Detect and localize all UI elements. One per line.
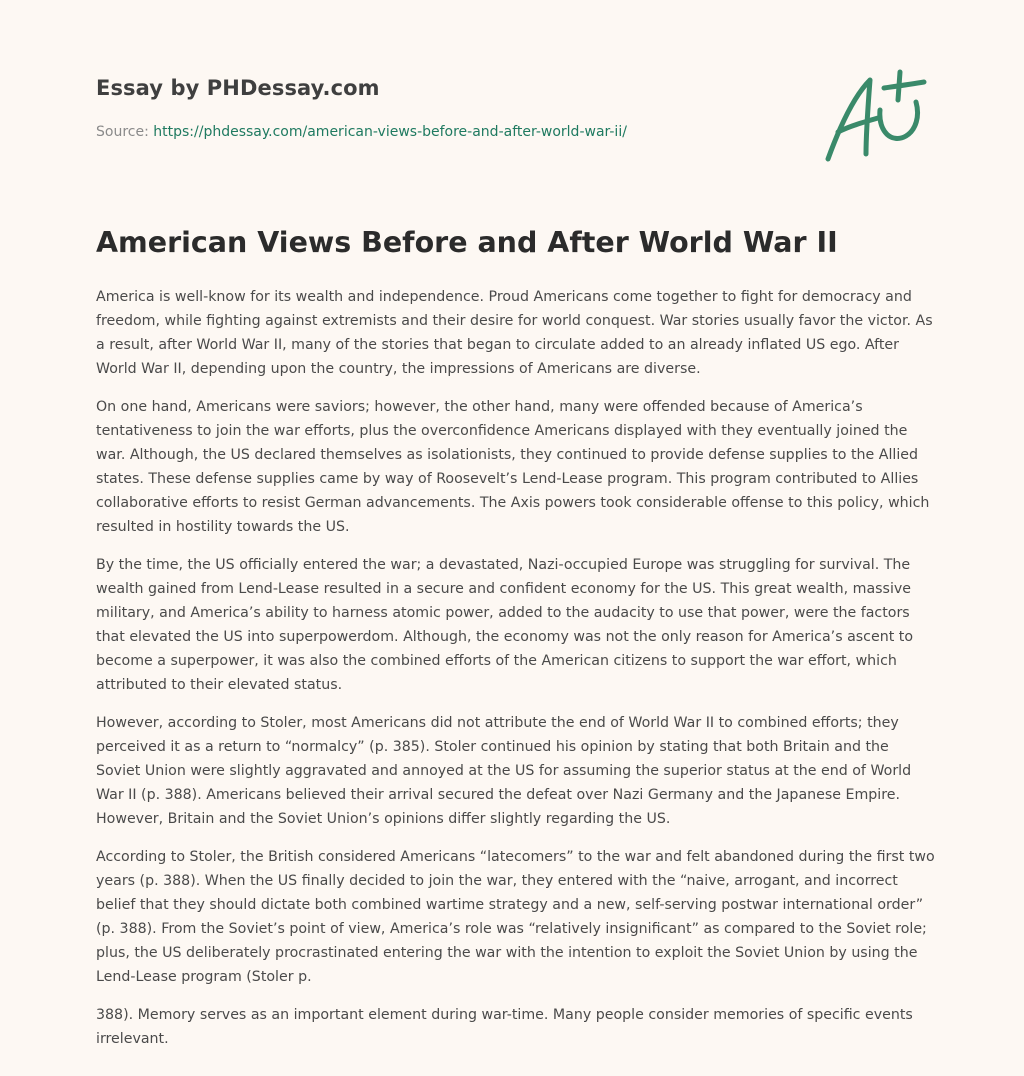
page-header (96, 76, 796, 140)
a-plus-logo-icon (818, 66, 930, 166)
source-line (96, 124, 796, 140)
essay-paragraph: On one hand, Americans were saviors; however, the other hand, many were offended because of America’s tentativeness to join the war efforts, plus the overconfidence Americans displayed with they eventually joined the war. Although, the US declared themselves as isolationists, they continued to provide defense supplies to the Allied states. These defense supplies came by way of Roosevelt’s Lend-Lease program. This program contributed to Allies collaborative efforts to resist German advancements. The Axis powers took considerable offense to this policy, which resulted in hostility towards the US. (96, 399, 930, 535)
essay-paragraph: By the time, the US officially entered the war; a devastated, Nazi-occupied Europe was struggling for survival. The wealth gained from Lend-Lease resulted in a secure and confident economy for the US. This great wealth, massive military, and America’s ability to harness atomic power, added to the audacity to use that power, were the factors that elevated the US into superpowerdom. Although, the economy was not the only reason for America’s ascent to become a superpower, it was also the combined efforts of the American citizens to support the war effort, which attributed to their elevated status. (96, 557, 914, 693)
source-label: Source: (96, 124, 149, 140)
essay-paragraph: However, according to Stoler, most Americans did not attribute the end of World War II to combined efforts; they perceived it as a return to “normalcy” (p. 385). Stoler continued his opinion by stating that both Britain and the Soviet Union were slightly aggravated and annoyed at the US for assuming the superior status at the end of World War II (p. 388). Americans believed their arrival secured the defeat over Nazi Germany and the Japanese Empire. However, Britain and the Soviet Union’s opinions differ slightly regarding the US. (96, 715, 912, 827)
source-link[interactable]: https://phdessay.com/american-views-before-and-after-world-war-ii/ (153, 124, 627, 140)
essay-paragraph: America is well-know for its wealth and independence. Proud Americans come together to fight for democracy and freedom, while fighting against extremists and their desire for world conquest. War stories usually favor the victor. As a result, after World War II, many of the stories that began to circulate added to an already inflated US ego. After World War II, depending upon the country, the impressions of Americans are diverse. (96, 289, 933, 377)
essay-title: American Views Before and After World War II (96, 226, 838, 259)
site-brand: Essay by PHDessay.com (96, 76, 380, 100)
essay-body (96, 285, 936, 1065)
essay-paragraph: According to Stoler, the British considered Americans “latecomers” to the war and felt abandoned during the first two years (p. 388). When the US finally decided to join the war, they entered with the “naive, arrogant, and incorrect belief that they should dictate both combined wartime strategy and a new, self-serving postwar international order” (p. 388). From the Soviet’s point of view, America’s role was “relatively insignificant” as compared to the Soviet role; plus, the US deliberately procrastinated entering the war with the intention to exploit the Soviet Union by using the Lend-Lease program (Stoler p. (96, 849, 935, 985)
essay-paragraph: 388). Memory serves as an important element during war-time. Many people consider memories of specific events irrelevant. (96, 1007, 913, 1047)
